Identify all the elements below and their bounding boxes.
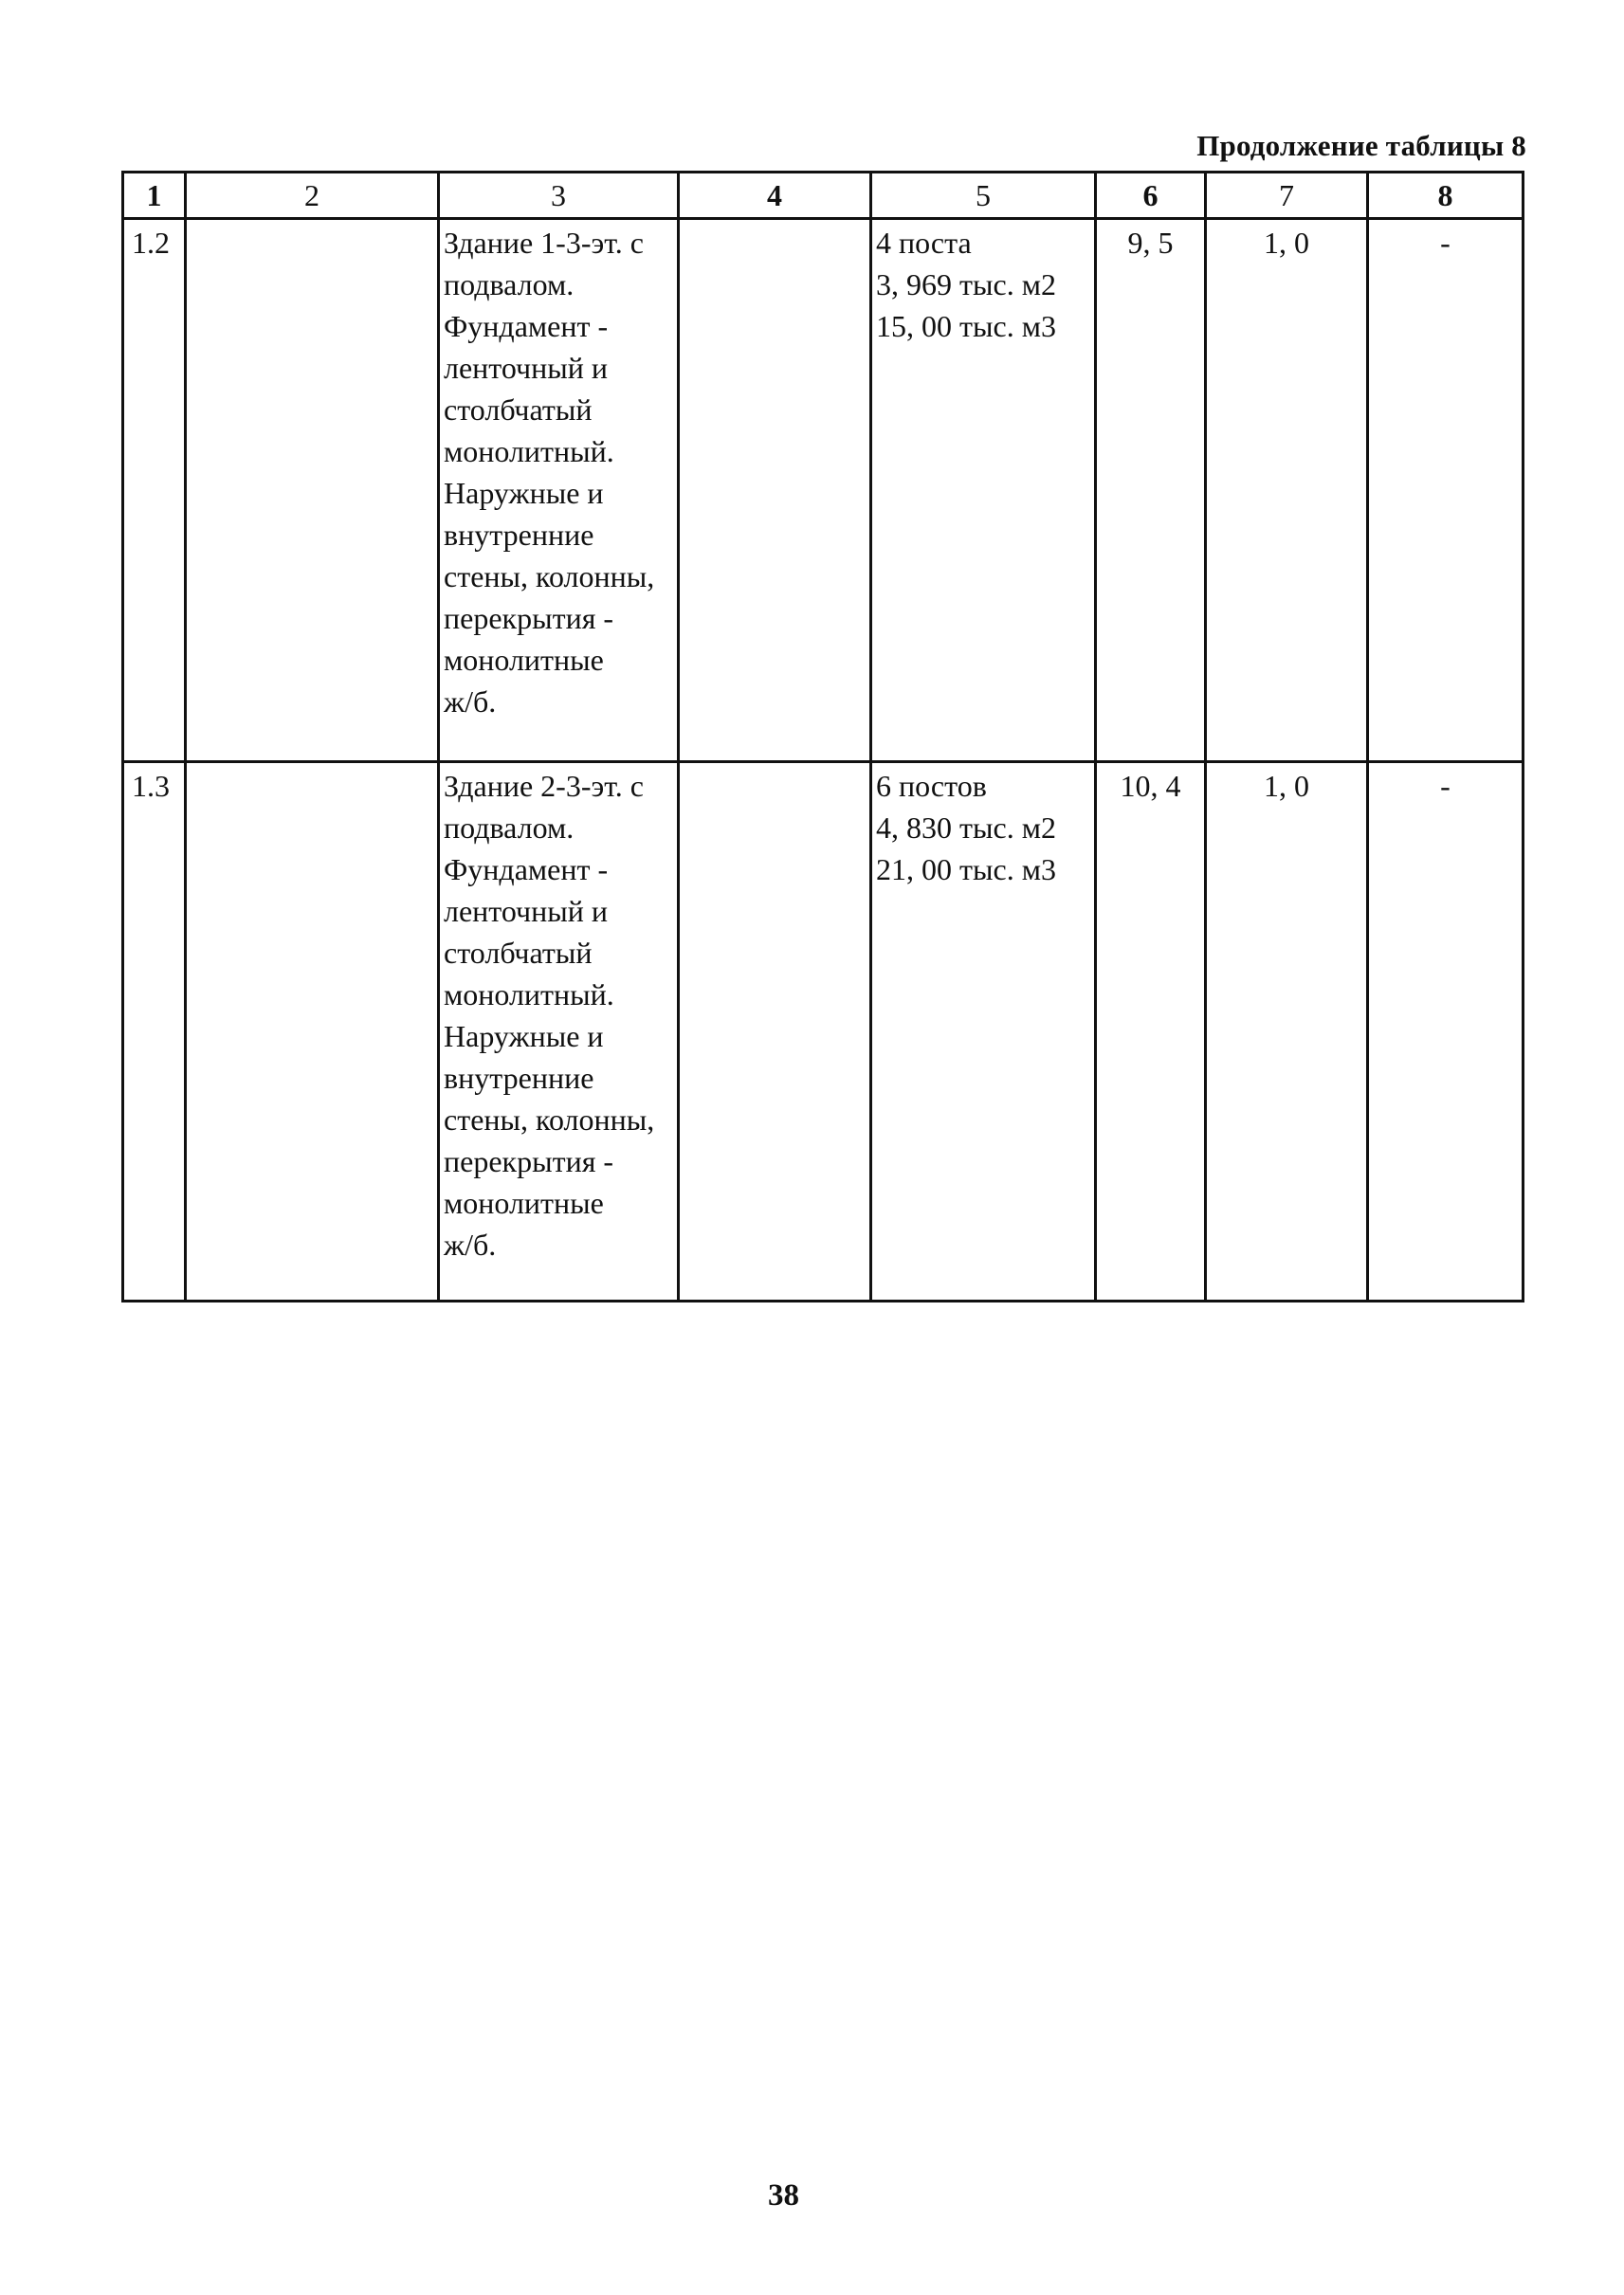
column-header-7: 7 [1206, 173, 1368, 219]
column-header-2: 2 [186, 173, 439, 219]
col7-cell: 1, 0 [1206, 219, 1368, 762]
description-line: подвалом. [444, 811, 575, 845]
description-line: Фундамент - [444, 852, 609, 886]
row-number-cell: 1.2 [123, 219, 186, 762]
description-line: ж/б. [444, 684, 497, 719]
page-number: 38 [768, 2178, 799, 2213]
description-line: стены, колонны, [444, 1102, 655, 1137]
description-line: Наружные и [444, 1019, 604, 1053]
col6-cell: 9, 5 [1096, 219, 1206, 762]
table-caption: Продолжение таблицы 8 [1196, 129, 1526, 162]
description-line: ленточный и [444, 351, 608, 385]
description-line: подвалом. [444, 267, 575, 301]
description-line: стены, колонны, [444, 559, 655, 593]
column-header-6: 6 [1096, 173, 1206, 219]
description-line: ж/б. [444, 1228, 497, 1262]
column-header-8: 8 [1368, 173, 1524, 219]
column-header-4: 4 [679, 173, 871, 219]
description-line: внутренние [444, 518, 594, 552]
table-row [123, 219, 1524, 762]
quantity-line: 4 поста [876, 226, 972, 260]
description-line: перекрытия - [444, 1144, 614, 1178]
description-line: монолитные [444, 643, 604, 677]
col6-cell: 10, 4 [1096, 762, 1206, 1302]
col7-cell: 1, 0 [1206, 762, 1368, 1302]
description-line: монолитный. [444, 434, 614, 468]
col8-cell: - [1368, 219, 1524, 762]
table-row [123, 762, 1524, 1302]
description-cell [439, 762, 679, 1302]
description-line: Здание 1-3-эт. с [444, 226, 644, 260]
header-row [123, 173, 1524, 219]
description-line: перекрытия - [444, 601, 614, 635]
description-line: монолитный. [444, 977, 614, 1011]
description-line: Фундамент - [444, 309, 609, 343]
col2-cell [186, 762, 439, 1302]
quantity-line: 3, 969 тыс. м2 [876, 267, 1056, 301]
description-line: внутренние [444, 1061, 594, 1095]
description-line: Наружные и [444, 476, 604, 510]
quantity-line: 6 постов [876, 769, 987, 803]
quantity-cell [871, 762, 1096, 1302]
col4-cell [679, 219, 871, 762]
description-cell [439, 219, 679, 762]
col4-cell [679, 762, 871, 1302]
quantity-line: 15, 00 тыс. м3 [876, 309, 1056, 343]
description-line: столбчатый [444, 936, 593, 970]
data-table [121, 171, 1524, 1302]
description-line: столбчатый [444, 392, 593, 427]
quantity-cell [871, 219, 1096, 762]
description-line: монолитные [444, 1186, 604, 1220]
description-line: Здание 2-3-эт. с [444, 769, 644, 803]
description-line: ленточный и [444, 894, 608, 928]
quantity-line: 4, 830 тыс. м2 [876, 811, 1056, 845]
column-header-5: 5 [871, 173, 1096, 219]
quantity-line: 21, 00 тыс. м3 [876, 852, 1056, 886]
column-header-1: 1 [123, 173, 186, 219]
col2-cell [186, 219, 439, 762]
column-header-3: 3 [439, 173, 679, 219]
col8-cell: - [1368, 762, 1524, 1302]
row-number-cell: 1.3 [123, 762, 186, 1302]
